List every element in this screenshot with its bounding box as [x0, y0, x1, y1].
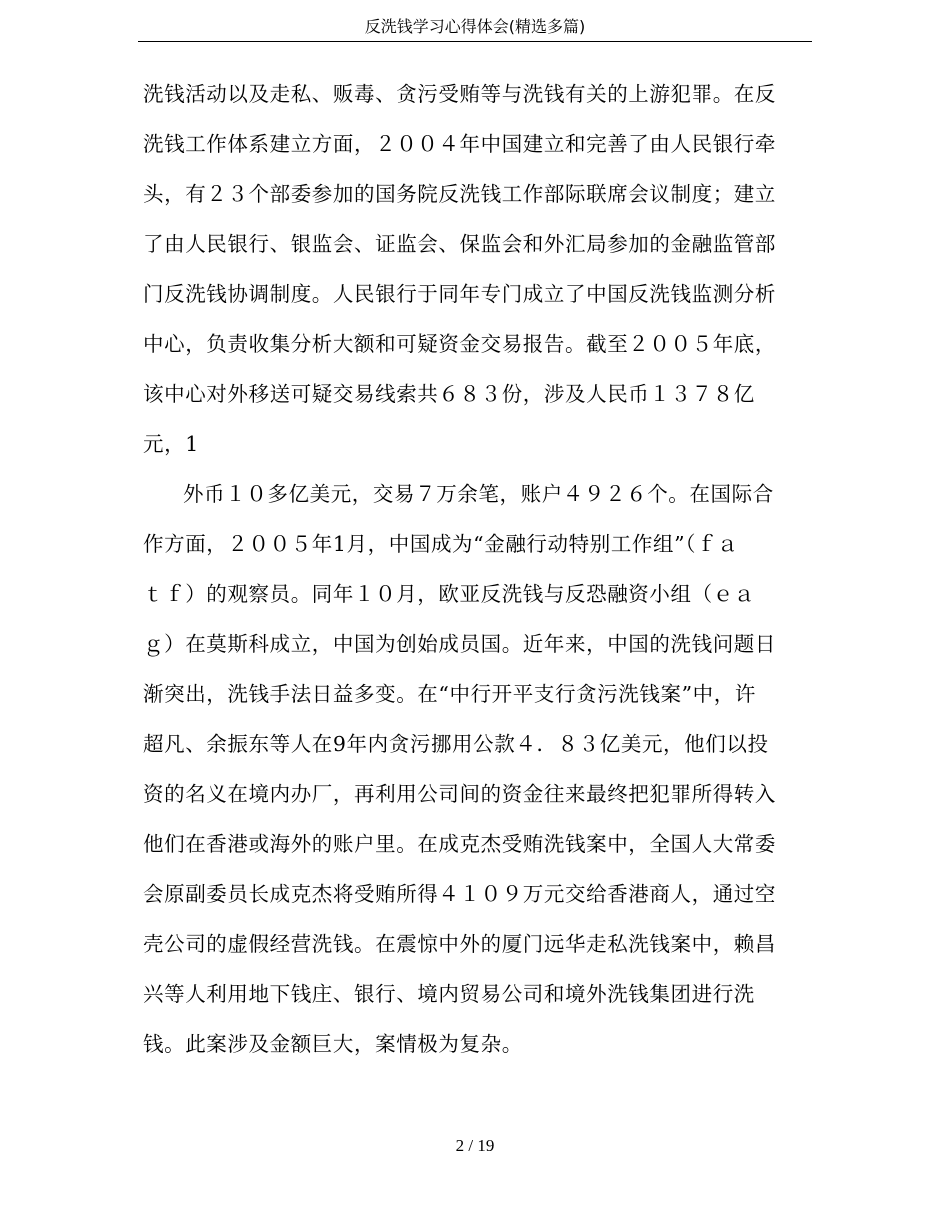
text-line: 元，1: [143, 432, 199, 456]
text-line: 他们在香港或海外的账户里。在成克杰受贿洗钱案中，全国人大常委: [143, 832, 776, 856]
text-line: 钱。此案涉及金额巨大，案情极为复杂。: [143, 1032, 523, 1056]
text-line: 资的名义在境内办厂，再利用公司间的资金往来最终把犯罪所得转入: [143, 782, 776, 806]
text-line: 洗钱工作体系建立方面，２００４年中国建立和完善了由人民银行牵: [143, 132, 776, 156]
text-line: 外币１０多亿美元，交易７万余笔，账户４９２６个。在国际合: [183, 482, 774, 506]
header-divider: [138, 41, 812, 42]
text-line: 作方面，２００５年1月，中国成为“金融行动特别工作组”（ｆａ: [143, 532, 739, 556]
text-line: 门反洗钱协调制度。人民银行于同年专门成立了中国反洗钱监测分析: [143, 282, 776, 306]
text-line: ｔｆ）的观察员。同年１０月，欧亚反洗钱与反恐融资小组（ｅａ: [143, 582, 755, 606]
page-header-title: 反洗钱学习心得体会(精选多篇): [364, 17, 586, 36]
text-line: 该中心对外移送可疑交易线索共６８３份，涉及人民币１３７８亿: [143, 382, 755, 406]
text-line: 壳公司的虚假经营洗钱。在震惊中外的厦门远华走私洗钱案中，赖昌: [143, 932, 776, 956]
text-line: 头，有２３个部委参加的国务院反洗钱工作部际联席会议制度；建立: [143, 182, 776, 206]
text-line: 兴等人利用地下钱庄、银行、境内贸易公司和境外洗钱集团进行洗: [143, 982, 755, 1006]
page-number: 2 / 19: [455, 1136, 495, 1155]
text-line: 会原副委员长成克杰将受贿所得４１０９万元交给香港商人，通过空: [143, 882, 776, 906]
text-line: 洗钱活动以及走私、贩毒、贪污受贿等与洗钱有关的上游犯罪。在反: [143, 82, 776, 106]
text-line: 了由人民银行、银监会、证监会、保监会和外汇局参加的金融监管部: [143, 232, 776, 256]
text-line: 渐突出，洗钱手法日益多变。在“中行开平支行贪污洗钱案”中，许: [143, 682, 756, 706]
text-line: ｇ）在莫斯科成立，中国为创始成员国。近年来，中国的洗钱问题日: [143, 632, 776, 656]
text-line: 中心，负责收集分析大额和可疑资金交易报告。截至２００５年底，: [143, 332, 776, 356]
text-line: 超凡、余振东等人在9年内贪污挪用公款４．８３亿美元，他们以投: [143, 732, 769, 756]
